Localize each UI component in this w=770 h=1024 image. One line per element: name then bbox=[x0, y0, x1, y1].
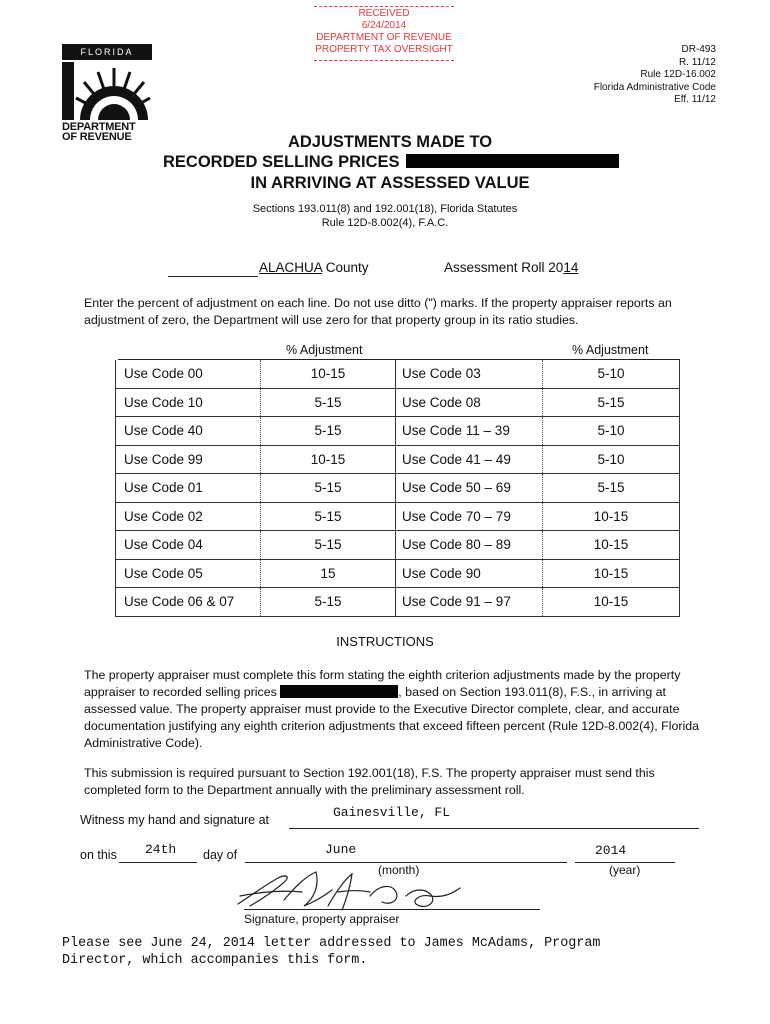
table-row bbox=[116, 559, 680, 588]
month-value: June bbox=[325, 842, 357, 857]
day-line bbox=[119, 862, 197, 863]
department-name: DEPARTMENT OF REVENUE bbox=[62, 121, 136, 143]
use-code-cell: Use Code 10 bbox=[116, 388, 261, 417]
adjustment-cell: 5-15 bbox=[543, 474, 680, 503]
statute-references: Sections 193.011(8) and 192.001(18), Florida Statutes Rule 12D-8.002(4), F.A.C. bbox=[252, 203, 518, 229]
adjustment-cell: 5-15 bbox=[261, 502, 396, 531]
column-header-adjustment-right: % Adjustment bbox=[572, 343, 649, 357]
form-effective: Eff. 11/12 bbox=[674, 94, 716, 105]
form-identifier bbox=[594, 44, 716, 107]
adjustment-cell: 5-15 bbox=[261, 388, 396, 417]
signature-caption: Signature, property appraiser bbox=[244, 912, 400, 926]
adjustment-cell: 5-10 bbox=[543, 445, 680, 474]
witness-place-value: Gainesville, FL bbox=[333, 805, 451, 820]
adjustment-cell: 10-15 bbox=[543, 588, 680, 617]
instructions-paragraph-2: This submission is required pursuant to Section 192.001(18), F.S. The property appraiser must send this completed form to the Department annually with the preliminary assessment roll. bbox=[84, 766, 655, 797]
adjustment-cell: 5-10 bbox=[543, 417, 680, 446]
use-code-cell: Use Code 99 bbox=[116, 445, 261, 474]
use-code-cell: Use Code 50 – 69 bbox=[396, 474, 543, 503]
sunburst-icon bbox=[62, 62, 152, 120]
table-row bbox=[116, 502, 680, 531]
use-code-cell: Use Code 01 bbox=[116, 474, 261, 503]
table-row bbox=[116, 531, 680, 560]
form-revision: R. 11/12 bbox=[678, 56, 716, 68]
table-row bbox=[116, 588, 680, 617]
adjustment-table bbox=[115, 360, 680, 617]
adjustment-cell: 5-15 bbox=[261, 531, 396, 560]
adjustment-cell: 5-15 bbox=[261, 417, 396, 446]
stamp-office: PROPERTY TAX OVERSIGHT bbox=[315, 44, 453, 55]
adjustment-cell: 15 bbox=[261, 559, 396, 588]
stamp-department: DEPARTMENT OF REVENUE bbox=[316, 32, 452, 43]
year-value: 2014 bbox=[595, 843, 627, 858]
department-logo bbox=[62, 44, 152, 148]
use-code-cell: Use Code 05 bbox=[116, 559, 261, 588]
on-this-label: on this bbox=[80, 848, 117, 862]
table-row bbox=[116, 474, 680, 503]
table-row bbox=[116, 388, 680, 417]
month-caption: (month) bbox=[378, 863, 420, 877]
adjustment-cell: 10-15 bbox=[543, 502, 680, 531]
use-code-cell: Use Code 08 bbox=[396, 388, 543, 417]
use-code-cell: Use Code 00 bbox=[116, 360, 261, 388]
instructions-heading: INSTRUCTIONS bbox=[336, 634, 434, 649]
use-code-cell: Use Code 06 & 07 bbox=[116, 588, 261, 617]
day-value: 24th bbox=[145, 842, 177, 857]
adjustment-cell: 5-15 bbox=[261, 474, 396, 503]
adjustment-cell: 10-15 bbox=[261, 360, 396, 388]
use-code-cell: Use Code 03 bbox=[396, 360, 543, 388]
use-code-cell: Use Code 91 – 97 bbox=[396, 588, 543, 617]
typed-note bbox=[62, 935, 742, 969]
adjustment-cell: 5-15 bbox=[543, 388, 680, 417]
witness-label: Witness my hand and signature at bbox=[80, 813, 269, 827]
intro-paragraph: Enter the percent of adjustment on each line. Do not use ditto (") marks. If the property appraiser reports an adjustment of zero, the Department will use zero for that property group in its ratio studies. bbox=[84, 296, 672, 327]
form-title-line-2: RECORDED SELLING PRICES bbox=[163, 152, 643, 172]
redaction-box bbox=[280, 685, 398, 698]
adjustment-cell: 5-10 bbox=[543, 360, 680, 388]
handwritten-signature bbox=[220, 866, 470, 914]
stamp-divider bbox=[314, 6, 454, 7]
table-row bbox=[116, 360, 680, 388]
signature-line bbox=[244, 909, 540, 910]
received-stamp bbox=[312, 6, 456, 62]
instructions-paragraph-1: The property appraiser must complete this form stating the eighth criterion adjustments made by the property appraiser to recorded selling prices , based on Section 193.011(8), F.S., in arriving at assessed value. The property appraiser must provide to the Executive Director complete, clear, and accurate documentation justifying any eighth criterion adjustments that exceed fifteen percent (Rule 12D-8.002(4), Florida Administrative Code). bbox=[84, 668, 700, 750]
note-line-2: Director, which accompanies this form. bbox=[62, 953, 368, 968]
use-code-cell: Use Code 90 bbox=[396, 559, 543, 588]
column-header-adjustment-left: % Adjustment bbox=[286, 343, 363, 357]
use-code-cell: Use Code 40 bbox=[116, 417, 261, 446]
florida-wordmark: FLORIDA bbox=[62, 44, 152, 60]
adjustment-cell: 10-15 bbox=[543, 531, 680, 560]
use-code-cell: Use Code 04 bbox=[116, 531, 261, 560]
stamp-divider bbox=[314, 60, 454, 61]
use-code-cell: Use Code 11 – 39 bbox=[396, 417, 543, 446]
year-caption: (year) bbox=[609, 863, 641, 877]
witness-place-line bbox=[289, 828, 699, 829]
form-title-line-3: IN ARRIVING AT ASSESSED VALUE bbox=[250, 174, 530, 192]
use-code-cell: Use Code 02 bbox=[116, 502, 261, 531]
assessment-roll-field: Assessment Roll 2014 bbox=[444, 260, 579, 275]
form-title-line-1: ADJUSTMENTS MADE TO bbox=[287, 133, 493, 151]
use-code-cell: Use Code 70 – 79 bbox=[396, 502, 543, 531]
stamp-date: 6/24/2014 bbox=[361, 20, 407, 31]
adjustment-cell: 10-15 bbox=[261, 445, 396, 474]
form-rule: Rule 12D-16.002 bbox=[640, 69, 716, 80]
county-blank-line bbox=[168, 276, 258, 277]
stamp-received: RECEIVED bbox=[358, 8, 410, 19]
form-number: DR-493 bbox=[681, 44, 716, 55]
redaction-box bbox=[406, 154, 619, 168]
table-row bbox=[116, 417, 680, 446]
note-line-1: Please see June 24, 2014 letter addressed to James McAdams, Program bbox=[62, 936, 601, 951]
table-row bbox=[116, 445, 680, 474]
county-field: ALACHUA County bbox=[259, 260, 369, 275]
day-of-label: day of bbox=[203, 848, 238, 862]
adjustment-cell: 5-15 bbox=[261, 588, 396, 617]
adjustment-cell: 10-15 bbox=[543, 559, 680, 588]
form-code: Florida Administrative Code bbox=[593, 81, 716, 93]
use-code-cell: Use Code 80 – 89 bbox=[396, 531, 543, 560]
use-code-cell: Use Code 41 – 49 bbox=[396, 445, 543, 474]
